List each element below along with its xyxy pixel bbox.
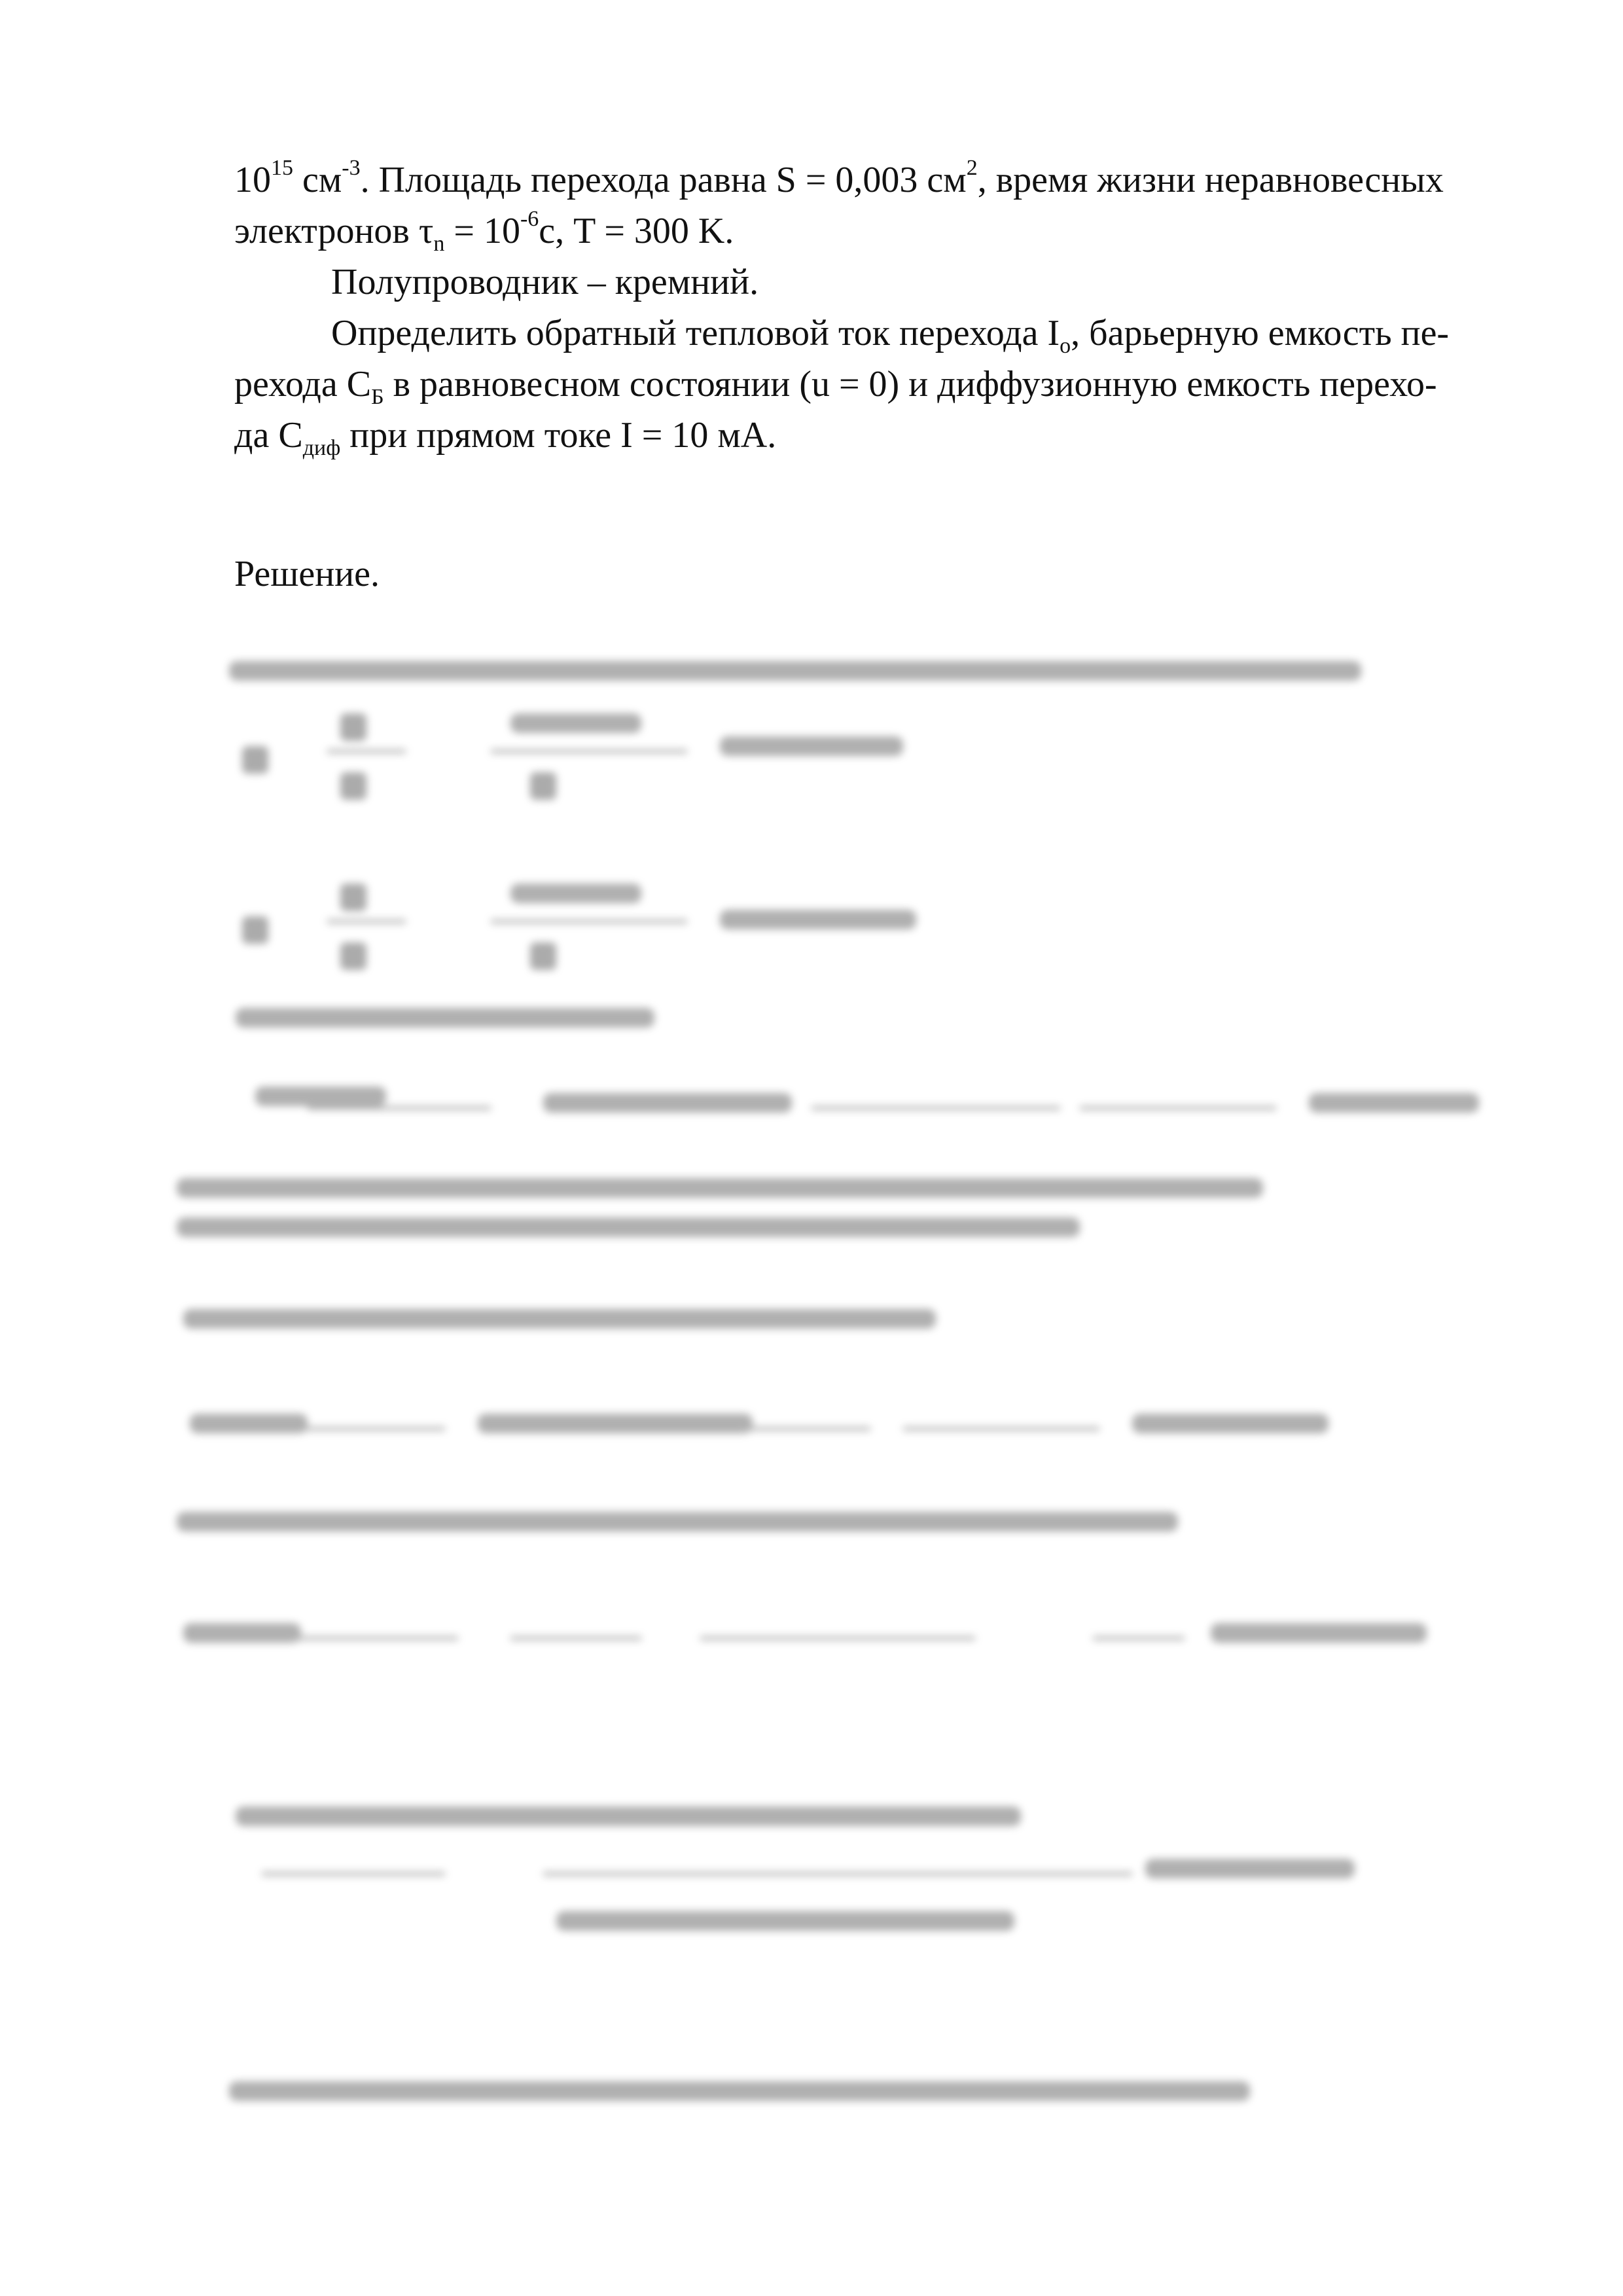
blur-fraction-bar	[1080, 1106, 1276, 1110]
blur-text-line	[229, 661, 1361, 681]
blur-glyph	[530, 942, 556, 970]
blur-fraction-bar	[1093, 1636, 1185, 1640]
blur-fraction-bar	[308, 1106, 491, 1110]
blur-fraction-bar	[327, 920, 406, 924]
blur-text-line	[510, 884, 641, 903]
blur-text-line	[236, 1806, 1021, 1826]
blur-text-line	[510, 713, 641, 733]
blur-fraction-bar	[700, 1636, 975, 1640]
blur-text-line	[1211, 1623, 1427, 1643]
blur-text-line	[1145, 1859, 1355, 1878]
statement-line-1	[234, 154, 1514, 206]
blur-text-line	[183, 1623, 301, 1643]
blur-text-line	[556, 1911, 1014, 1931]
statement-line-3: Полупроводник – кремний.	[331, 262, 759, 302]
blur-text-line	[1132, 1414, 1329, 1433]
blur-fraction-bar	[327, 749, 406, 753]
blur-fraction-bar	[288, 1636, 458, 1640]
blur-glyph	[242, 916, 268, 944]
blur-fraction-bar	[740, 1427, 870, 1431]
blur-fraction-bar	[491, 920, 687, 924]
blur-text-line	[183, 1309, 936, 1329]
statement-line-4: Определить обратный тепловой ток перехода $I_o$, барьерную емкость пе-	[331, 313, 1450, 358]
blur-fraction-bar	[510, 1636, 641, 1640]
line1-part: $10^{15}$ $см^{-3}$. Площадь перехода равна S = 0,003 $см^2$, время жизни неравновесных	[234, 156, 1444, 200]
blur-text-line	[255, 1086, 386, 1106]
blur-text-line	[177, 1178, 1263, 1198]
blur-text-line	[229, 2081, 1250, 2101]
blur-glyph	[340, 884, 366, 911]
solution-heading: Решение.	[234, 554, 380, 594]
blur-text-line	[543, 1093, 792, 1113]
blur-fraction-bar	[262, 1872, 445, 1876]
blur-text-line	[720, 910, 916, 929]
blur-glyph	[340, 713, 366, 741]
blur-fraction-bar	[491, 749, 687, 753]
blur-text-line	[236, 1008, 654, 1028]
blur-glyph	[340, 772, 366, 800]
blur-text-line	[720, 736, 903, 756]
blur-fraction-bar	[903, 1427, 1099, 1431]
blur-text-line	[190, 1414, 308, 1433]
blur-text-line	[478, 1414, 753, 1433]
statement-line-2: электронов $\tau_n = 10^{-6}с$, T = 300 K.	[234, 207, 734, 256]
blur-fraction-bar	[812, 1106, 1060, 1110]
blur-glyph	[340, 942, 366, 970]
blur-fraction-bar	[301, 1427, 445, 1431]
blur-text-line	[177, 1512, 1178, 1532]
blur-glyph	[530, 772, 556, 800]
statement-line-6: да $С_{диф}$ при прямом токе I = 10 мА.	[234, 415, 777, 460]
statement-line-5: рехода $С_Б$ в равновесном состоянии (u = 0) и диффузионную емкость перехо-	[234, 364, 1437, 409]
blur-glyph	[242, 746, 268, 774]
blur-fraction-bar	[543, 1872, 1132, 1876]
blurred-solution	[164, 641, 1446, 2121]
blur-text-line	[1309, 1093, 1479, 1113]
problem-statement	[234, 154, 1514, 461]
blur-text-line	[177, 1217, 1080, 1237]
